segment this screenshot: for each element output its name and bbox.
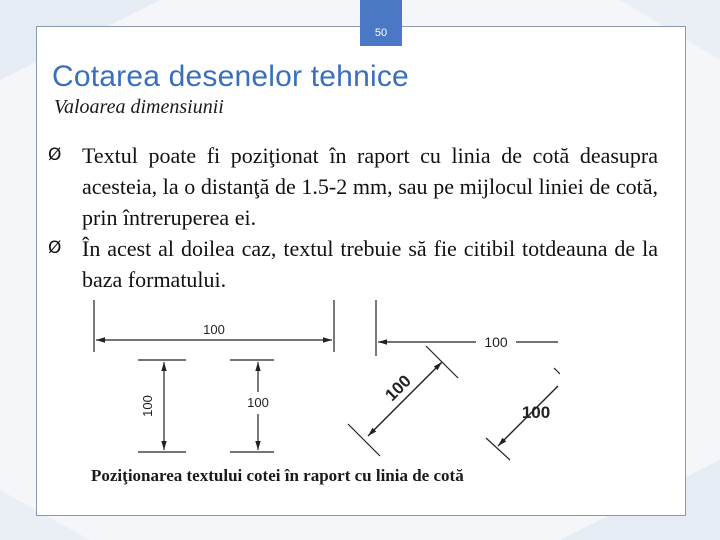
figure-caption: Poziţionarea textului cotei în raport cu linia de cotă (91, 466, 464, 485)
bullet-list (48, 140, 658, 295)
arrow-bullet-icon: Ø (48, 145, 62, 165)
slide-subtitle: Valoarea dimensiunii (54, 96, 224, 118)
dimension-a-horizontal (94, 300, 334, 352)
dim-d-horizontal-label: 100 (484, 334, 508, 350)
bullet-text: Textul poate fi poziţionat în raport cu linia de cotă deasupra acesteia, la o distanţă de 1.5-2 mm, sau pe mijlocul liniei de cotă, prin întreruperea ei. (82, 143, 658, 230)
bullet-item (48, 233, 658, 295)
slide-title: Cotarea desenelor tehnice (52, 60, 409, 93)
bullet-text: În acest al doilea caz, textul trebuie să fie citibil totdeauna de la baza formatului. (82, 236, 658, 292)
dim-b-vertical-label: 100 (140, 395, 155, 417)
page-number: 50 (360, 0, 402, 46)
dimension-c-vertical (230, 360, 274, 452)
dimension-b-vertical (138, 360, 186, 452)
dimension-e-diagonal (348, 346, 458, 456)
dimension-f-diagonal (486, 368, 560, 460)
dimension-d-horizontal (376, 300, 560, 356)
dim-a-horizontal-label: 100 (203, 322, 225, 337)
dim-e-diagonal-label: 100 (381, 371, 415, 405)
arrow-bullet-icon: Ø (48, 238, 62, 258)
dim-f-diagonal-label: 100 (521, 403, 551, 422)
dim-c-vertical-label: 100 (247, 395, 269, 410)
bullet-item (48, 140, 658, 233)
dimension-figure (80, 296, 560, 464)
